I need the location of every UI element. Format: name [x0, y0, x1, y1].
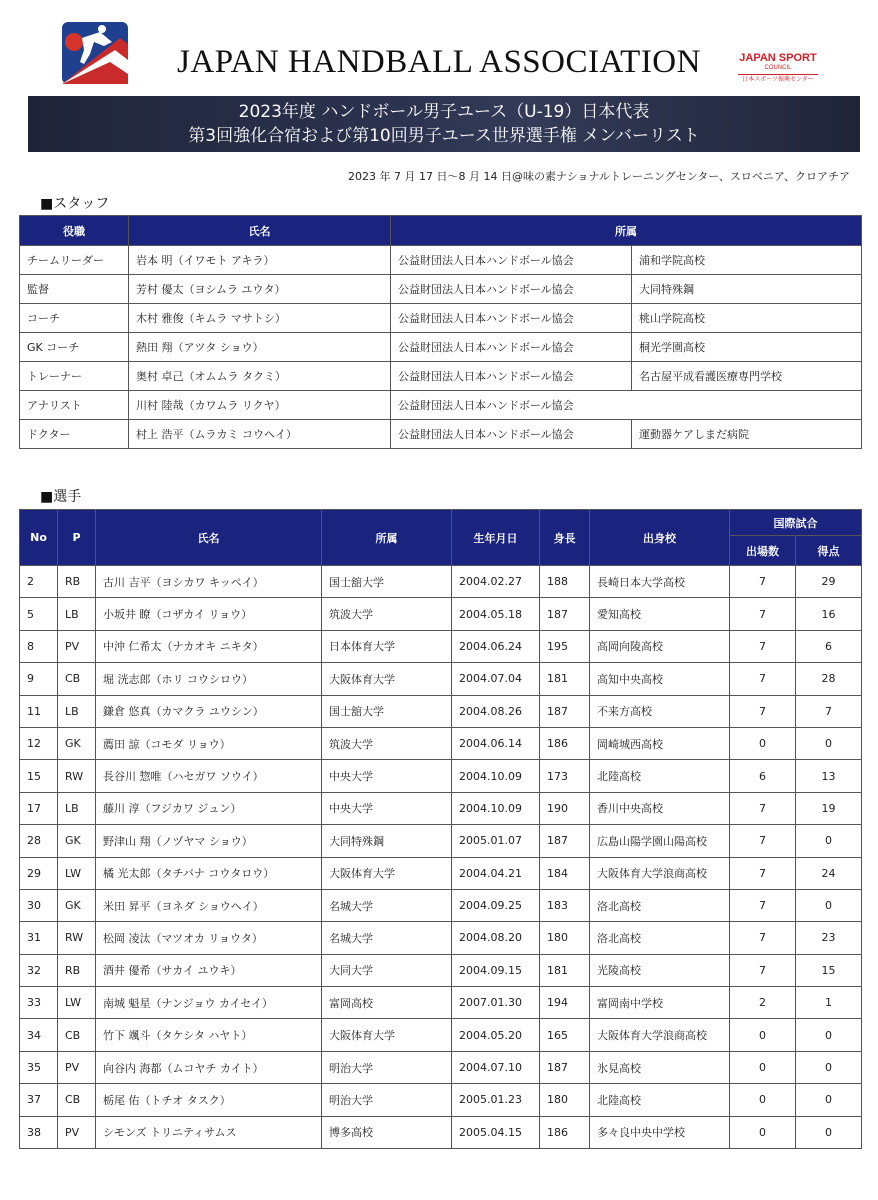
player-club: 名城大学 [322, 889, 452, 921]
player-pos: CB [58, 1084, 96, 1116]
player-school: 大阪体育大学浪商高校 [590, 857, 730, 889]
player-school: 高岡向陵高校 [590, 630, 730, 662]
staff-row [20, 362, 862, 391]
players-section-title: ■選手 [40, 489, 82, 505]
player-caps: 0 [730, 727, 796, 759]
player-no: 5 [20, 598, 58, 630]
player-dob: 2004.02.27 [452, 566, 540, 598]
player-row [20, 954, 862, 986]
jsc-logo [733, 52, 823, 84]
player-school: 氷見高校 [590, 1051, 730, 1083]
player-row [20, 857, 862, 889]
player-pos: CB [58, 663, 96, 695]
player-row [20, 1116, 862, 1148]
player-caps: 7 [730, 825, 796, 857]
player-goals: 24 [796, 857, 862, 889]
player-caps: 6 [730, 760, 796, 792]
player-school: 大阪体育大学浪商高校 [590, 1019, 730, 1051]
dateline: 2023 年 7 月 17 日〜8 月 14 日@味の素ナショナルトレーニングセンター、スロベニア、クロアチア [348, 170, 850, 183]
player-height: 181 [540, 954, 590, 986]
player-no: 12 [20, 727, 58, 759]
player-school: 岡崎城西高校 [590, 727, 730, 759]
player-height: 180 [540, 922, 590, 954]
staff-org: 公益財団法人日本ハンドボール協会 [391, 275, 632, 304]
player-pos: LB [58, 792, 96, 824]
players-table [19, 509, 862, 1149]
player-no: 34 [20, 1019, 58, 1051]
player-name: 酒井 優希（サカイ ユウキ） [96, 954, 322, 986]
player-caps: 7 [730, 663, 796, 695]
player-caps: 7 [730, 630, 796, 662]
player-caps: 2 [730, 987, 796, 1019]
player-goals: 0 [796, 1051, 862, 1083]
player-height: 194 [540, 987, 590, 1019]
player-name: 古川 吉平（ヨシカワ キッペイ） [96, 566, 322, 598]
players-header-school: 出身校 [590, 510, 730, 566]
player-name: 中沖 仁希太（ナカオキ ニキタ） [96, 630, 322, 662]
player-row [20, 825, 862, 857]
player-pos: RW [58, 760, 96, 792]
player-club: 日本体育大学 [322, 630, 452, 662]
staff-org: 公益財団法人日本ハンドボール協会 [391, 246, 632, 275]
player-no: 32 [20, 954, 58, 986]
player-row [20, 566, 862, 598]
player-goals: 28 [796, 663, 862, 695]
player-no: 11 [20, 695, 58, 727]
player-pos: LB [58, 598, 96, 630]
player-no: 37 [20, 1084, 58, 1116]
player-row [20, 792, 862, 824]
player-caps: 0 [730, 1051, 796, 1083]
player-name: 米田 昇平（ヨネダ ショウヘイ） [96, 889, 322, 921]
player-dob: 2004.05.18 [452, 598, 540, 630]
player-dob: 2004.10.09 [452, 760, 540, 792]
player-dob: 2004.06.14 [452, 727, 540, 759]
player-name: 竹下 颯斗（タケシタ ハヤト） [96, 1019, 322, 1051]
player-no: 9 [20, 663, 58, 695]
player-dob: 2004.06.24 [452, 630, 540, 662]
player-dob: 2007.01.30 [452, 987, 540, 1019]
player-no: 29 [20, 857, 58, 889]
player-caps: 7 [730, 954, 796, 986]
staff-org: 公益財団法人日本ハンドボール協会 [391, 362, 632, 391]
player-height: 195 [540, 630, 590, 662]
player-row [20, 922, 862, 954]
org-title: JAPAN HANDBALL ASSOCIATION [177, 44, 701, 80]
player-no: 31 [20, 922, 58, 954]
player-dob: 2004.07.04 [452, 663, 540, 695]
staff-name: 岩本 明（イワモト アキラ） [129, 246, 391, 275]
staff-org2: 名古屋平成看護医療専門学校 [632, 362, 862, 391]
player-no: 33 [20, 987, 58, 1019]
player-height: 186 [540, 1116, 590, 1148]
player-club: 大阪体育大学 [322, 857, 452, 889]
player-dob: 2004.05.20 [452, 1019, 540, 1051]
player-pos: LB [58, 695, 96, 727]
player-name: 鎌倉 悠真（カマクラ ユウシン） [96, 695, 322, 727]
player-caps: 7 [730, 792, 796, 824]
player-pos: RW [58, 922, 96, 954]
player-row [20, 695, 862, 727]
player-caps: 0 [730, 1019, 796, 1051]
player-club: 中央大学 [322, 760, 452, 792]
player-height: 188 [540, 566, 590, 598]
players-header-dob: 生年月日 [452, 510, 540, 566]
player-goals: 19 [796, 792, 862, 824]
player-height: 181 [540, 663, 590, 695]
player-no: 15 [20, 760, 58, 792]
player-goals: 0 [796, 1084, 862, 1116]
staff-row [20, 420, 862, 449]
staff-name: 村上 浩平（ムラカミ コウヘイ） [129, 420, 391, 449]
player-dob: 2004.07.10 [452, 1051, 540, 1083]
staff-row [20, 275, 862, 304]
player-goals: 0 [796, 825, 862, 857]
title-banner [28, 96, 860, 152]
player-pos: GK [58, 825, 96, 857]
staff-org: 公益財団法人日本ハンドボール協会 [391, 304, 632, 333]
player-club: 博多高校 [322, 1116, 452, 1148]
banner-line-2: 第3回強化合宿および第10回男子ユース世界選手権 メンバーリスト [188, 126, 700, 146]
staff-role: アナリスト [20, 391, 129, 420]
player-pos: RB [58, 566, 96, 598]
player-dob: 2005.01.23 [452, 1084, 540, 1116]
player-row [20, 727, 862, 759]
players-header-club: 所属 [322, 510, 452, 566]
player-caps: 0 [730, 1116, 796, 1148]
player-name: 薦田 諒（コモダ リョウ） [96, 727, 322, 759]
player-caps: 7 [730, 566, 796, 598]
player-name: 藤川 淳（フジカワ ジュン） [96, 792, 322, 824]
player-name: 長谷川 惣唯（ハセガワ ソウイ） [96, 760, 322, 792]
player-school: 香川中央高校 [590, 792, 730, 824]
player-no: 35 [20, 1051, 58, 1083]
players-header-caps: 出場数 [730, 536, 796, 566]
banner-line-1: 2023年度 ハンドボール男子ユース（U-19）日本代表 [238, 102, 650, 122]
staff-org2: 桃山学院高校 [632, 304, 862, 333]
player-pos: LW [58, 857, 96, 889]
player-pos: PV [58, 630, 96, 662]
staff-role: トレーナー [20, 362, 129, 391]
player-goals: 6 [796, 630, 862, 662]
player-club: 筑波大学 [322, 727, 452, 759]
player-name: シモンズ トリニティサムス [96, 1116, 322, 1148]
player-caps: 7 [730, 922, 796, 954]
player-row [20, 760, 862, 792]
player-name: 野津山 翔（ノヅヤマ ショウ） [96, 825, 322, 857]
player-goals: 13 [796, 760, 862, 792]
staff-role: ドクター [20, 420, 129, 449]
staff-name: 木村 雅俊（キムラ マサトシ） [129, 304, 391, 333]
players-header-pos: P [58, 510, 96, 566]
player-row [20, 889, 862, 921]
staff-role: コーチ [20, 304, 129, 333]
player-goals: 0 [796, 1019, 862, 1051]
player-school: 洛北高校 [590, 889, 730, 921]
player-name: 小坂井 瞭（コザカイ リョウ） [96, 598, 322, 630]
player-caps: 7 [730, 857, 796, 889]
player-school: 長崎日本大学高校 [590, 566, 730, 598]
player-school: 洛北高校 [590, 922, 730, 954]
player-school: 高知中央高校 [590, 663, 730, 695]
players-header-height: 身長 [540, 510, 590, 566]
player-row [20, 1019, 862, 1051]
staff-row [20, 304, 862, 333]
player-goals: 7 [796, 695, 862, 727]
staff-org: 公益財団法人日本ハンドボール協会 [391, 420, 632, 449]
player-school: 北陸高校 [590, 760, 730, 792]
staff-name: 川村 陸哉（カワムラ リクヤ） [129, 391, 391, 420]
player-no: 8 [20, 630, 58, 662]
player-goals: 0 [796, 727, 862, 759]
player-pos: LW [58, 987, 96, 1019]
player-caps: 7 [730, 889, 796, 921]
staff-row [20, 246, 862, 275]
staff-section-title: ■スタッフ [40, 196, 110, 212]
player-club: 明治大学 [322, 1051, 452, 1083]
player-school: 多々良中央中学校 [590, 1116, 730, 1148]
player-dob: 2004.04.21 [452, 857, 540, 889]
staff-org: 公益財団法人日本ハンドボール協会 [391, 333, 632, 362]
staff-org2: 大同特殊鋼 [632, 275, 862, 304]
players-header-goals: 得点 [796, 536, 862, 566]
player-caps: 7 [730, 598, 796, 630]
player-pos: PV [58, 1051, 96, 1083]
player-club: 富岡高校 [322, 987, 452, 1019]
player-dob: 2004.09.25 [452, 889, 540, 921]
player-school: 愛知高校 [590, 598, 730, 630]
player-dob: 2004.08.20 [452, 922, 540, 954]
player-pos: CB [58, 1019, 96, 1051]
player-height: 186 [540, 727, 590, 759]
player-row [20, 1051, 862, 1083]
player-no: 2 [20, 566, 58, 598]
player-caps: 0 [730, 1084, 796, 1116]
players-header-intl: 国際試合 [730, 510, 862, 536]
player-club: 大阪体育大学 [322, 663, 452, 695]
player-no: 38 [20, 1116, 58, 1148]
player-goals: 15 [796, 954, 862, 986]
jsc-divider [738, 74, 818, 75]
jsc-council: COUNCIL [764, 65, 792, 71]
staff-row [20, 333, 862, 362]
staff-org2: 桐光学園高校 [632, 333, 862, 362]
staff-table [19, 215, 862, 449]
player-club: 大阪体育大学 [322, 1019, 452, 1051]
player-school: 不来方高校 [590, 695, 730, 727]
jsc-title: JAPAN SPORT [739, 52, 817, 64]
player-club: 中央大学 [322, 792, 452, 824]
player-name: 栃尾 佑（トチオ タスク） [96, 1084, 322, 1116]
player-dob: 2005.04.15 [452, 1116, 540, 1148]
player-dob: 2004.08.26 [452, 695, 540, 727]
player-club: 名城大学 [322, 922, 452, 954]
player-pos: PV [58, 1116, 96, 1148]
staff-name: 芳村 優太（ヨシムラ ユウタ） [129, 275, 391, 304]
player-height: 187 [540, 1051, 590, 1083]
player-height: 173 [540, 760, 590, 792]
player-height: 187 [540, 598, 590, 630]
player-no: 17 [20, 792, 58, 824]
player-goals: 0 [796, 889, 862, 921]
player-goals: 1 [796, 987, 862, 1019]
player-club: 大同大学 [322, 954, 452, 986]
jsc-subtitle: 日本スポーツ振興センター [742, 77, 814, 83]
player-school: 広島山陽学園山陽高校 [590, 825, 730, 857]
player-club: 国士舘大学 [322, 695, 452, 727]
player-club: 筑波大学 [322, 598, 452, 630]
player-height: 180 [540, 1084, 590, 1116]
player-caps: 7 [730, 695, 796, 727]
staff-org2: 浦和学院高校 [632, 246, 862, 275]
player-height: 165 [540, 1019, 590, 1051]
player-pos: RB [58, 954, 96, 986]
player-row [20, 630, 862, 662]
player-school: 北陸高校 [590, 1084, 730, 1116]
player-height: 184 [540, 857, 590, 889]
player-row [20, 1084, 862, 1116]
player-goals: 29 [796, 566, 862, 598]
player-pos: GK [58, 889, 96, 921]
player-goals: 0 [796, 1116, 862, 1148]
player-no: 30 [20, 889, 58, 921]
staff-org: 公益財団法人日本ハンドボール協会 [391, 391, 862, 420]
player-dob: 2004.09.15 [452, 954, 540, 986]
player-height: 190 [540, 792, 590, 824]
player-dob: 2004.10.09 [452, 792, 540, 824]
staff-header-name: 氏名 [129, 216, 391, 246]
player-row [20, 598, 862, 630]
staff-row [20, 391, 862, 420]
staff-role: チームリーダー [20, 246, 129, 275]
player-row [20, 987, 862, 1019]
staff-org2: 運動器ケアしまだ病院 [632, 420, 862, 449]
players-header-name: 氏名 [96, 510, 322, 566]
player-school: 光陵高校 [590, 954, 730, 986]
staff-name: 熱田 翔（アツタ ショウ） [129, 333, 391, 362]
player-name: 向谷内 海都（ムコヤチ カイト） [96, 1051, 322, 1083]
player-no: 28 [20, 825, 58, 857]
player-club: 明治大学 [322, 1084, 452, 1116]
staff-header-org: 所属 [391, 216, 862, 246]
player-club: 大同特殊鋼 [322, 825, 452, 857]
staff-header-role: 役職 [20, 216, 129, 246]
staff-role: 監督 [20, 275, 129, 304]
player-row [20, 663, 862, 695]
player-pos: GK [58, 727, 96, 759]
player-school: 富岡南中学校 [590, 987, 730, 1019]
staff-name: 奥村 卓己（オムムラ タクミ） [129, 362, 391, 391]
player-club: 国士舘大学 [322, 566, 452, 598]
player-height: 183 [540, 889, 590, 921]
player-dob: 2005.01.07 [452, 825, 540, 857]
player-name: 橘 光太郎（タチバナ コウタロウ） [96, 857, 322, 889]
player-goals: 23 [796, 922, 862, 954]
player-height: 187 [540, 825, 590, 857]
player-height: 187 [540, 695, 590, 727]
players-header-no: No [20, 510, 58, 566]
player-name: 堀 洸志郎（ホリ コウシロウ） [96, 663, 322, 695]
player-name: 松岡 凌汰（マツオカ リョウタ） [96, 922, 322, 954]
staff-role: GK コーチ [20, 333, 129, 362]
player-name: 南城 魁星（ナンジョウ カイセイ） [96, 987, 322, 1019]
player-goals: 16 [796, 598, 862, 630]
